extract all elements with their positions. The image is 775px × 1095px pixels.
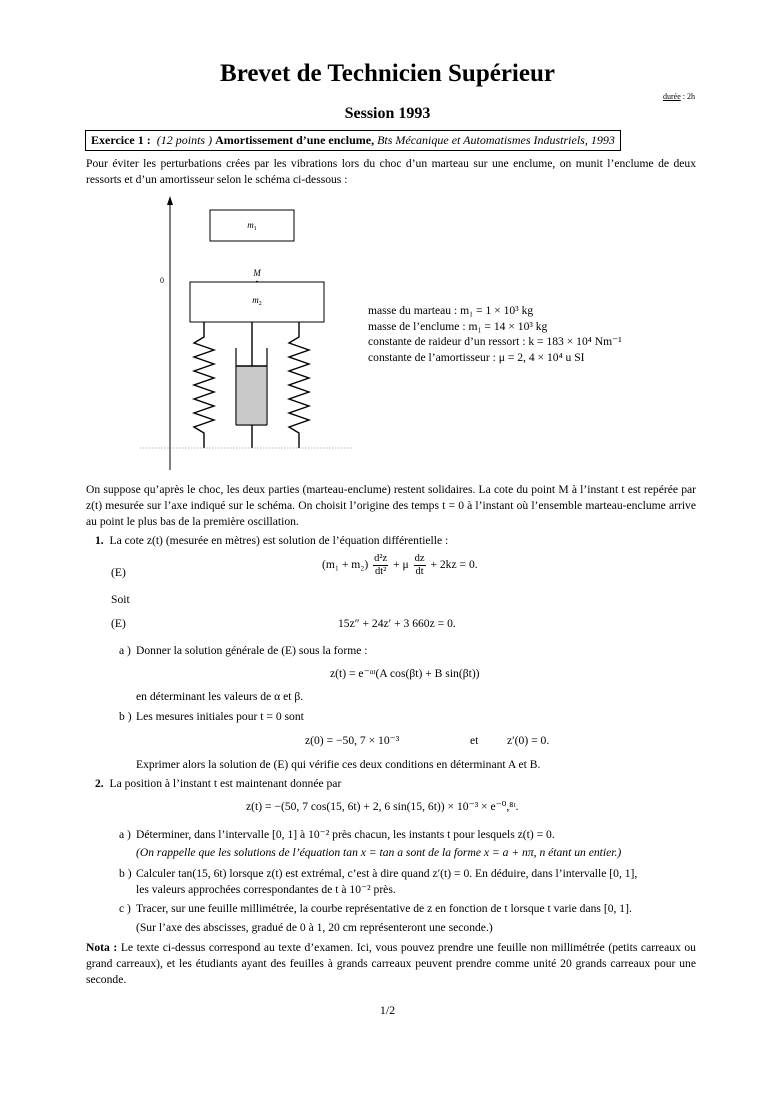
- exercise-source: Bts Mécanique et Automatismes Industriels, 1993: [377, 133, 615, 147]
- duration-label: durée: [663, 92, 681, 101]
- setup-text: On suppose qu’après le choc, les deux parties (marteau-enclume) restent solidaires. La cote du point M à l’instant t est repérée par z(t) mesurée sur l’axe indiqué sur le schéma. On choisit l’origine des temps t = 0 à l’instant où l’ensemble marteau-enclume arrive au point le plus bas de la première oscillation.: [86, 483, 696, 528]
- eq1-frac-d2z: $\frac{\text{d²z}}{\text{dt²}}$: [374, 553, 388, 577]
- q1b-text: Les mesures initiales pour t = 0 sont: [136, 710, 304, 723]
- equation-1: [322, 553, 478, 578]
- mass-m2-label: $m_2$: [252, 295, 262, 307]
- q1a-text: Donner la solution générale de (E) sous la forme :: [136, 644, 368, 657]
- spring-damper-diagram: [130, 192, 360, 477]
- exercise-name: Amortissement d’une enclume,: [215, 133, 375, 147]
- q2b-label: b ): [119, 867, 132, 880]
- q2-text: La position à l’instant t est maintenant donnée par: [109, 777, 342, 790]
- left-spring: [194, 322, 214, 448]
- equation-2: 15z″ + 24z′ + 3 660z = 0.: [338, 617, 456, 630]
- q1b-et: et: [470, 734, 479, 747]
- q1b-cond2: z′(0) = 0.: [507, 734, 550, 747]
- exercise-label: Exercice 1 :: [91, 133, 151, 147]
- q2: [95, 776, 341, 792]
- page-title: Brevet de Technicien Supérieur: [220, 60, 555, 87]
- eq1-frac-dz: $\frac{dz}{dt}$: [414, 553, 425, 577]
- q1b-cond1: z(0) = −50, 7 × 10⁻³: [305, 734, 400, 747]
- q2c-text: Tracer, sur une feuille millimétrée, la courbe représentative de z en fonction de t lorsque t varie dans [0, 1].: [136, 902, 632, 915]
- nota: [86, 940, 696, 988]
- q1a-label: a ): [119, 644, 131, 657]
- right-spring: [289, 322, 309, 448]
- soit-label: Soit: [111, 593, 130, 606]
- q2a-label: a ): [119, 828, 131, 841]
- eq1-rest: + 2kz = 0.: [430, 558, 478, 572]
- intro-text: Pour éviter les perturbations crées par les vibrations lors du choc d’un marteau sur une enclume, on munit l’enclume de deux ressorts et d’un amortisseur selon le schéma ci-dessous :: [86, 157, 696, 186]
- q2-number: 2.: [95, 777, 104, 790]
- duration-note: [650, 92, 695, 101]
- nota-text: Le texte ci-dessus correspond au texte d’examen. Ici, vous pouvez prendre une feuille non millimétrée (petits carreaux ou grand carreaux), et les étudiants ayant des feuilles à grands carreaux peuvent prendre comme unité 20 grands carreaux pour une seconde.: [86, 941, 696, 986]
- nota-label: Nota :: [86, 941, 118, 954]
- q1b-label: b ): [119, 710, 132, 723]
- eq2-label: (E): [111, 617, 126, 630]
- parameter-list: [368, 303, 622, 365]
- q2b-text-1: Calculer tan(15, 6t) lorsque z(t) est extrémal, c’est à dire quand z′(t) = 0. En déduire, dans l’intervalle [0, 1],: [136, 867, 638, 880]
- duration-value: : 2h: [680, 92, 695, 101]
- q2a-note: (On rappelle que les solutions de l’équation tan x = tan a sont de la forme x = a + nπ, n étant un entier.): [136, 846, 622, 859]
- eq1-mu: + μ: [393, 558, 409, 572]
- q2-formula: z(t) = −(50, 7 cos(15, 6t) + 2, 6 sin(15, 6t)) × 10⁻³ × e⁻⁰,⁸ᵗ.: [246, 800, 519, 813]
- q2c-note: (Sur l’axe des abscisses, gradué de 0 à 1, 20 cm représenteront une seconde.): [136, 921, 493, 934]
- point-m-label: M: [253, 268, 261, 278]
- param-damper-constant: constante de l’amortisseur : μ = 2, 4 × 10⁴ u SI: [368, 350, 585, 364]
- page-number: 1/2: [379, 1003, 396, 1017]
- session-title: Session 1993: [344, 105, 431, 122]
- q1-number: 1.: [95, 534, 104, 547]
- param-hammer-mass: masse du marteau : m₁ = 1 × 10³ kg: [368, 304, 534, 317]
- q1b-after: Exprimer alors la solution de (E) qui vérifie ces deux conditions en déterminant A et B.: [136, 758, 541, 771]
- q2c-label: c ): [119, 902, 131, 915]
- param-spring-constant: constante de raideur d’un ressort : k = 183 × 10⁴ Nm⁻¹: [368, 335, 622, 348]
- mass-m1-label: $m_1$: [247, 220, 257, 232]
- q1a-after: en déterminant les valeurs de α et β.: [136, 690, 304, 703]
- param-anvil-mass: masse de l’enclume : m₁ = 14 × 10³ kg: [368, 319, 548, 333]
- exercise-points: (12 points ): [156, 133, 213, 147]
- q1-text: La cote z(t) (mesurée en mètres) est solution de l’équation différentielle :: [109, 534, 449, 547]
- eq1-label: (E): [111, 566, 126, 579]
- axis-arrow-icon: [167, 196, 173, 205]
- q2b-text-2: les valeurs approchées correspondantes de t à 10⁻² près.: [136, 883, 396, 896]
- eq1-lhs: (m₁ + m₂): [322, 558, 369, 572]
- q2a-text: Déterminer, dans l’intervalle [0, 1] à 10⁻² près chacun, les instants t pour lesquels z(t) = 0.: [136, 828, 555, 841]
- exercise-header: [85, 130, 621, 151]
- q1: [95, 533, 448, 549]
- q1a-formula: z(t) = e⁻ᵅᵗ(A cos(βt) + B sin(βt)): [330, 667, 480, 680]
- damper-fluid: [237, 366, 266, 424]
- zero-label: 0: [160, 276, 164, 285]
